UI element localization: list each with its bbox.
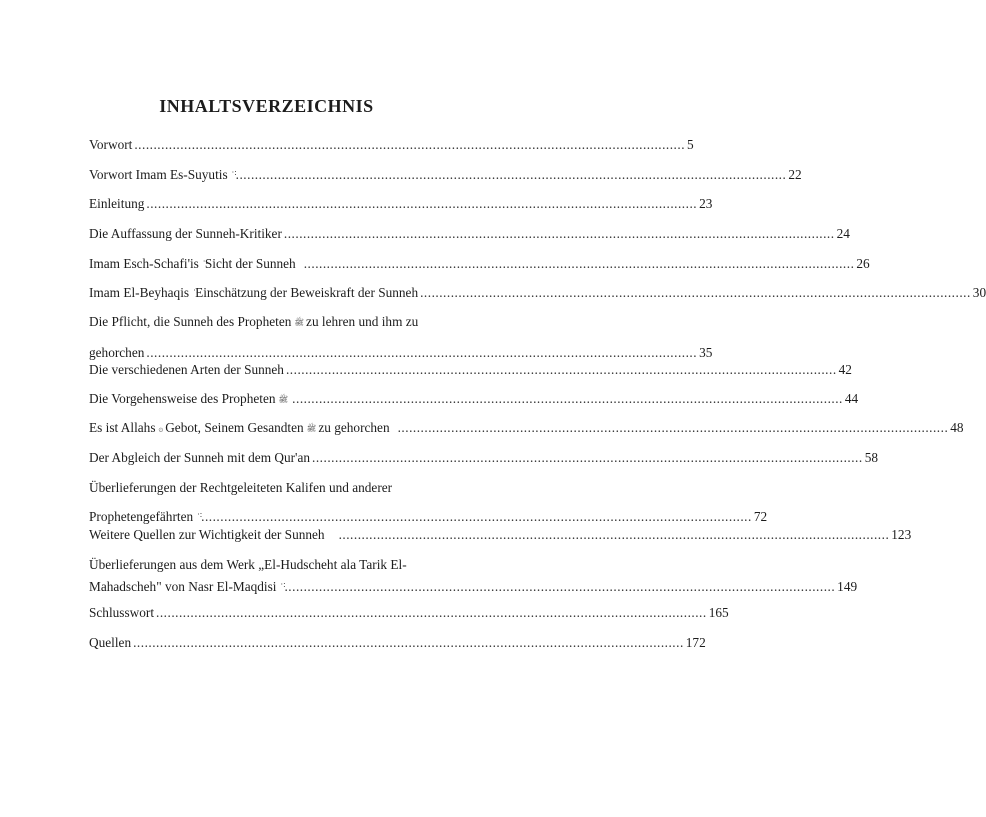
toc-entry-title-part: Mahadscheh" von Nasr El-Maqdisi — [89, 579, 277, 594]
toc-entry-title: Vorwort Imam Es-Suyutis — [89, 167, 228, 182]
toc-page-number: 5 — [687, 137, 694, 152]
toc-entry-title-part: Gebot, Seinem Gesandten — [165, 420, 304, 435]
glorification-symbol-icon: ۞ — [158, 424, 164, 433]
dot-leader: ................................................................................................................................................ — [156, 605, 707, 620]
salawat-symbol-icon: ﷺ — [306, 424, 317, 433]
dot-leader: ................................................................................................................................................ — [303, 256, 855, 271]
toc-entry-title: Quellen — [89, 635, 132, 650]
toc-entry-quellen[interactable] — [89, 635, 706, 651]
toc-entry-arten-der-sunneh[interactable] — [89, 362, 852, 378]
salawat-symbol-icon: ﷺ — [278, 395, 289, 404]
dot-leader: ................................................................................................................................................ — [134, 137, 686, 152]
toc-entry-schlusswort[interactable] — [89, 605, 729, 621]
toc-entry-title-part: Es ist Allahs — [89, 420, 156, 435]
toc-page-number: 58 — [864, 450, 878, 465]
toc-page-number: 149 — [837, 579, 858, 594]
toc-entry-rechtgeleitete-kalifen[interactable] — [89, 480, 768, 525]
dot-leader: ................................................................................................................................................ — [285, 362, 837, 377]
toc-entry-sunneh-kritiker[interactable] — [89, 226, 850, 242]
toc-entry-title: Die Vorgehensweise des Propheten — [89, 391, 276, 406]
toc-entry-esch-schafiis-sicht[interactable] — [89, 256, 870, 272]
dot-leader: ................................................................................................................................................ — [338, 527, 890, 542]
toc-page-number: 42 — [838, 362, 852, 377]
dot-leader: ................................................................................................................................................ — [201, 509, 752, 524]
toc-entry-title: Weitere Quellen zur Wichtigkeit der Sunneh — [89, 527, 325, 542]
toc-entry-weitere-quellen[interactable] — [89, 527, 912, 543]
dot-leader: ................................................................................................................................................ — [146, 196, 698, 211]
dot-leader: ................................................................................................................................................ — [312, 450, 863, 465]
toc-page-number: 44 — [844, 391, 859, 406]
toc-entry-el-hudscheht[interactable] — [89, 557, 858, 595]
dot-leader: ................................................................................................................................................ — [292, 391, 843, 406]
dot-leader: ................................................................................................................................................ — [283, 226, 835, 241]
toc-page-number: 23 — [699, 196, 713, 211]
toc-entry-vorwort[interactable] — [89, 137, 694, 153]
toc-page-number: 72 — [753, 509, 768, 524]
toc-page-number: 172 — [685, 635, 706, 650]
toc-page-number: 26 — [856, 256, 870, 271]
toc-page-number: 123 — [891, 527, 912, 542]
toc-entry-title-part: zu gehorchen — [318, 420, 390, 435]
dot-leader: ................................................................................................................................................ — [420, 285, 971, 300]
dot-leader: ................................................................................................................................................ — [146, 345, 698, 360]
toc-page-number: 48 — [950, 420, 964, 435]
toc-entry-vorgehensweise-propheten[interactable] — [89, 391, 859, 409]
dot-leader: ................................................................................................................................................ — [397, 420, 949, 435]
toc-entry-title-part: Überlieferungen der Rechtgeleiteten Kalifen und anderer — [89, 480, 393, 495]
toc-entry-allahs-gebot[interactable] — [89, 420, 964, 438]
dot-leader: ................................................................................................................................................ — [284, 579, 836, 594]
toc-entry-title: Einleitung — [89, 196, 145, 211]
toc-entry-title-part: zu lehren und ihm zu — [306, 314, 419, 329]
toc-entry-title: Der Abgleich der Sunneh mit dem Qur'an — [89, 450, 311, 465]
toc-entry-title: Die Auffassung der Sunneh-Kritiker — [89, 226, 282, 241]
toc-page-number: 24 — [836, 226, 850, 241]
toc-page-number: 165 — [708, 605, 729, 620]
toc-entry-title: Vorwort — [89, 137, 133, 152]
toc-entry-title-part: Überlieferungen aus dem Werk „El-Hudscheht ala Tarik El- — [89, 557, 407, 572]
dot-leader: ................................................................................................................................................ — [235, 167, 787, 182]
toc-entry-title-part: Sicht der Sunneh — [204, 256, 296, 271]
toc-page-number: 22 — [788, 167, 802, 182]
toc-entry-vorwort-imam-es-suyutis[interactable] — [89, 167, 802, 183]
toc-page-number: 30 — [972, 285, 986, 300]
page-title: INHALTSVERZEICHNIS — [159, 96, 374, 116]
toc-entry-einleitung[interactable] — [89, 196, 713, 212]
toc-entry-title-part: Imam El-Beyhaqis — [89, 285, 190, 300]
toc-entry-title: Die verschiedenen Arten der Sunneh — [89, 362, 284, 377]
toc-entry-el-beyhaqis-einschaetzung[interactable] — [89, 285, 986, 301]
toc-entry-title-part: Imam Esch-Schafi'is — [89, 256, 199, 271]
toc-entry-title-part: Prophetengefährten — [89, 509, 194, 524]
toc-entry-title-part: Die Pflicht, die Sunneh des Propheten — [89, 314, 292, 329]
salawat-symbol-icon: ﷺ — [294, 318, 305, 327]
dot-leader: ................................................................................................................................................ — [133, 635, 684, 650]
toc-page-number: 35 — [699, 345, 713, 360]
toc-entry-pflicht-sunneh-lehren[interactable] — [89, 314, 713, 361]
toc-entry-abgleich-quran[interactable] — [89, 450, 878, 466]
toc-entry-title-part: Einschätzung der Beweiskraft der Sunneh — [195, 285, 419, 300]
toc-entry-title-part: gehorchen — [89, 345, 145, 360]
toc-entry-title: Schlusswort — [89, 605, 155, 620]
